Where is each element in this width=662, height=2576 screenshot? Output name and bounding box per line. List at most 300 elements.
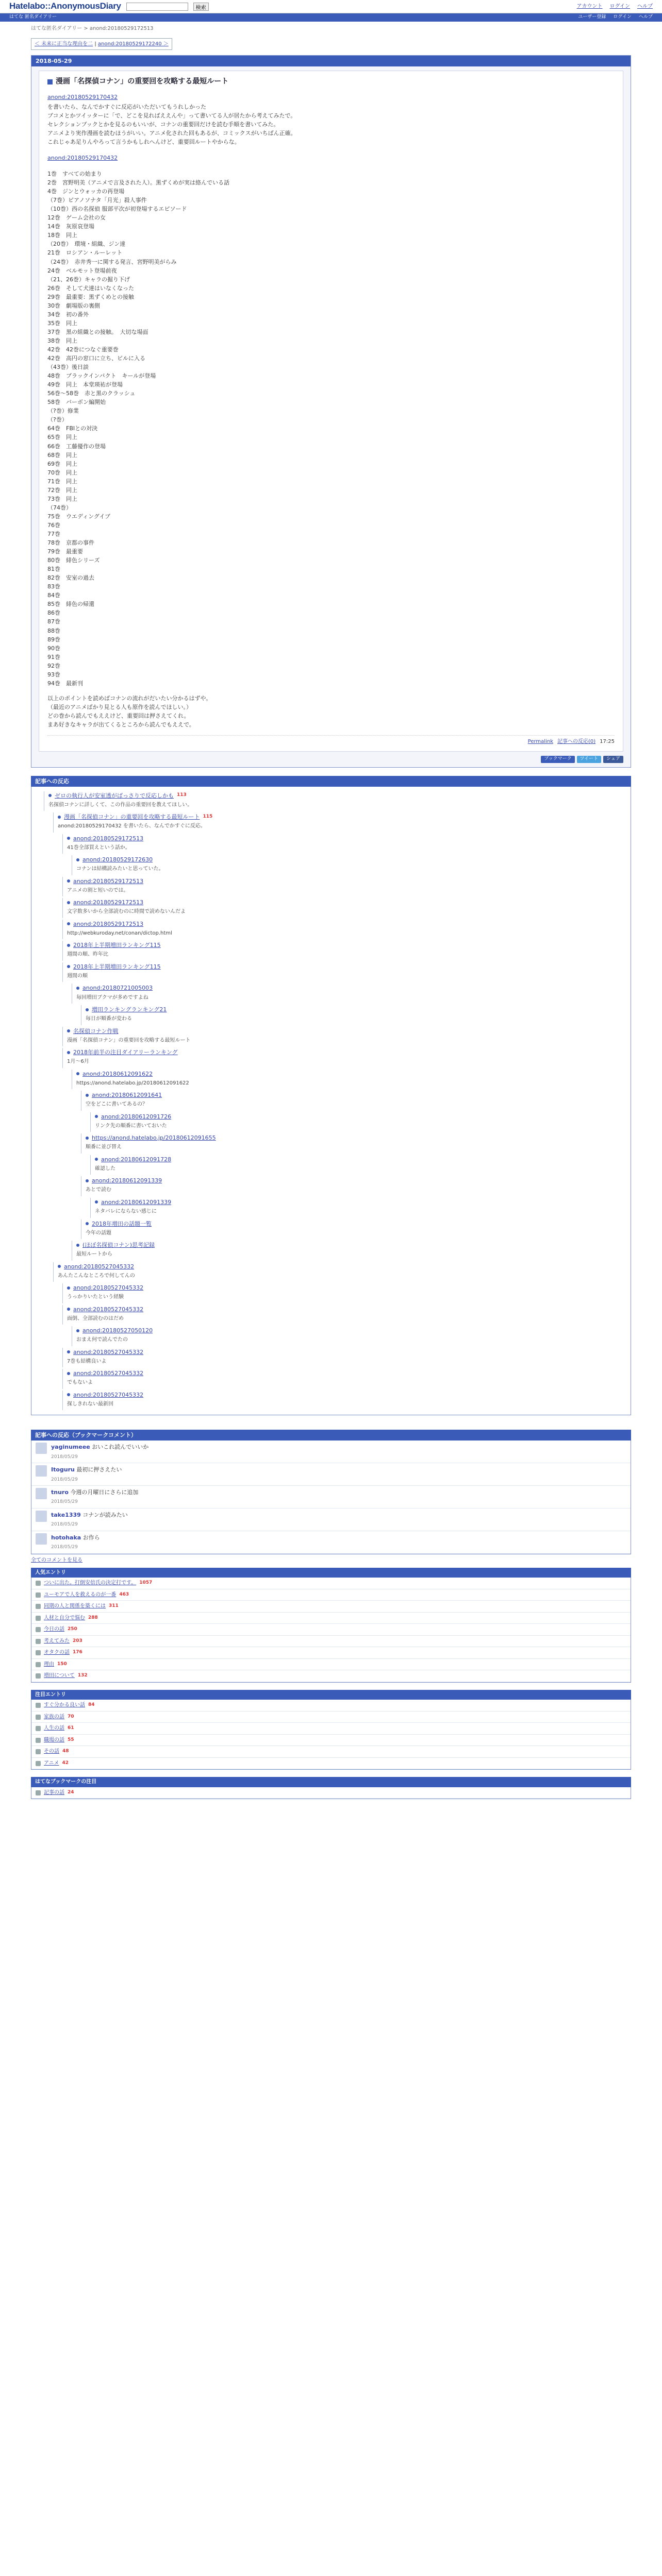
avatar[interactable] [36, 1488, 47, 1499]
reaction-node [90, 1155, 625, 1175]
reaction-text: アニメの割と短いのでは。 [67, 887, 129, 893]
reaction-link[interactable]: anond:20180527045332 [73, 1370, 144, 1377]
bullet-icon [67, 922, 70, 925]
article-title [47, 76, 615, 88]
list-item [31, 1787, 631, 1799]
reaction-node [62, 920, 625, 940]
bookmark-meta: 2018/05/29 [51, 1545, 78, 1550]
reaction-header [76, 984, 625, 992]
reaction-link[interactable]: 2018年上半期増田ランキング115 [73, 963, 161, 970]
link-login[interactable]: ログイン [609, 3, 630, 9]
bullet-icon [67, 901, 70, 904]
favicon-icon [36, 1604, 41, 1609]
reaction-text: 7巻も結構良いよ [67, 1358, 107, 1364]
bullet-icon [67, 1308, 70, 1311]
entry-link[interactable]: 考えてみた [44, 1638, 70, 1644]
entry-link[interactable]: 人材と自分で悩む [44, 1615, 85, 1621]
reaction-node [81, 1005, 625, 1025]
avatar[interactable] [36, 1533, 47, 1545]
volume-line: 84巻 [47, 592, 66, 599]
reaction-text: うっかりいたという経験 [67, 1294, 124, 1300]
reaction-link[interactable]: anond:20180527045332 [73, 1306, 144, 1313]
reaction-link[interactable]: anond:20180612091726 [101, 1113, 172, 1120]
reaction-text: あんたこんなところで何してんの [58, 1273, 135, 1279]
volume-line: 79巻 最重要 [47, 548, 83, 555]
ending-line: （最近のアニメばかり見とる人も原作を読んでほしい。） [47, 703, 192, 710]
reaction-link[interactable]: anond:20180529172513 [73, 835, 144, 842]
favicon-icon [36, 1639, 41, 1644]
reaction-node [72, 1241, 625, 1261]
bookmark-user[interactable]: yaginumeee [51, 1444, 90, 1451]
bookmark-count[interactable]: 48 [62, 1749, 69, 1754]
volume-line: 64巻 FBIとの対決 [47, 425, 98, 432]
volume-line: 73巻 同上 [47, 495, 77, 502]
reaction-node [53, 1262, 625, 1282]
bullet-icon [86, 1222, 89, 1225]
reaction-text: 週間の順 [67, 973, 88, 979]
reaction-link[interactable]: anond:20180529172513 [73, 899, 144, 906]
bullet-icon [67, 1029, 70, 1032]
bookmark-count[interactable]: 113 [177, 792, 187, 798]
volume-line: 78巻 京都の事件 [47, 539, 94, 547]
avatar[interactable] [36, 1465, 47, 1477]
volume-line: 58巻 バーボン編開始 [47, 399, 106, 406]
reaction-node [72, 1070, 625, 1090]
entry-link[interactable]: 増田について [44, 1673, 75, 1679]
bookmark-list [31, 1440, 631, 1554]
reaction-node [90, 1198, 625, 1218]
bookmark-row [31, 1440, 631, 1463]
reaction-link[interactable]: anond:20180527045332 [64, 1263, 135, 1270]
reaction-node [81, 1176, 625, 1196]
list-item [31, 1613, 631, 1624]
bookmarks-header: 記事への反応（ブックマークコメント） [31, 1430, 631, 1440]
entry-link[interactable]: 理由 [44, 1661, 54, 1667]
breadcrumb: はてな匿名ダイアリー > anond:20180529172513 [31, 26, 154, 31]
reactions-tree [31, 787, 631, 1416]
volume-line: 68巻 同上 [47, 451, 77, 459]
bookmark-user[interactable]: take1339 [51, 1512, 81, 1519]
bullet-icon [67, 1393, 70, 1396]
article-ending [47, 694, 615, 729]
top-bar [0, 0, 662, 13]
reaction-header [67, 1369, 625, 1378]
reaction-header [67, 1283, 625, 1292]
list-item [31, 1670, 631, 1682]
volume-line: 56巻〜58巻 赤と黒のクラッシュ [47, 390, 136, 397]
bookmark-count[interactable]: 132 [77, 1673, 88, 1679]
favicon-icon [36, 1790, 41, 1795]
reaction-text: あとで読む [86, 1187, 111, 1193]
recent-header: 注目エントリ [31, 1690, 631, 1700]
search-input[interactable] [126, 3, 188, 11]
reaction-header [67, 1391, 625, 1399]
reaction-node [62, 1283, 625, 1303]
link-help[interactable]: ヘルプ [637, 3, 653, 9]
reaction-node [62, 1305, 625, 1325]
volume-line: 49巻 同上 本堂瑛祐が登場 [47, 381, 123, 388]
reaction-node [72, 984, 625, 1004]
reaction-text: でもないよ [67, 1380, 93, 1386]
reaction-header [86, 1219, 625, 1228]
bookmark-user[interactable]: tnuro [51, 1489, 69, 1496]
reaction-text: おまえ何で読んでたの [76, 1337, 128, 1343]
recent-list [31, 1700, 631, 1770]
reaction-header [67, 834, 625, 843]
volume-line: 21巻 ロシアン・ルーレット [47, 249, 123, 257]
reaction-text: リンク先の順番に書いておいた [95, 1123, 167, 1129]
bookmark-count[interactable]: 250 [68, 1626, 77, 1632]
reaction-link[interactable]: anond:20180612091339 [101, 1198, 172, 1206]
favicon-icon [36, 1581, 41, 1586]
reaction-header [67, 1048, 625, 1057]
reaction-node [62, 941, 625, 961]
anchor-link[interactable]: anond:20180529170432 [47, 93, 118, 100]
reaction-link[interactable]: anond:20180527045332 [73, 1391, 144, 1398]
volume-line: （7巻）ピアノソナタ「月光」殺人事件 [47, 197, 147, 204]
reactions-header: 記事への反応 [31, 776, 631, 787]
reaction-link[interactable]: anond:20180529172513 [73, 877, 144, 885]
volume-line: 94巻 最新刊 [47, 680, 83, 687]
next-entry-link[interactable]: anond:20180529172240 ＞ [97, 41, 169, 47]
avatar[interactable] [36, 1443, 47, 1454]
bookmark-count[interactable]: 311 [109, 1603, 119, 1609]
popular-list [31, 1578, 631, 1683]
bookmark-count[interactable]: 176 [73, 1650, 82, 1655]
bullet-icon [48, 794, 52, 797]
reaction-text: 週間の順、昨年比 [67, 952, 108, 958]
volume-line: 70巻 同上 [47, 469, 77, 476]
list-item [31, 1700, 631, 1711]
reaction-link[interactable]: anond:20180721005003 [82, 985, 153, 992]
reaction-link[interactable]: anond:20180612091622 [82, 1070, 153, 1077]
hatena-list [31, 1787, 631, 1800]
volume-line: 14巻 灰原哀登場 [47, 223, 94, 230]
reaction-header [67, 1348, 625, 1357]
volume-line: 77巻 [47, 530, 66, 537]
volume-line: 34巻 初の番外 [47, 311, 89, 318]
bookmark-count[interactable]: 84 [88, 1702, 95, 1708]
bookmark-meta: 2018/05/29 [51, 1522, 78, 1528]
volume-line: 12巻 ゲーム会社の女 [47, 214, 106, 222]
volume-line: 18巻 同上 [47, 232, 77, 239]
bookmark-comment: 最初に押さえたい [76, 1466, 122, 1473]
bookmark-count[interactable]: 1057 [139, 1580, 153, 1586]
entry-link[interactable]: アニメ [44, 1760, 59, 1766]
favicon-icon [36, 1673, 41, 1679]
reaction-link[interactable]: 漫画「名探偵コナン」の重要回を攻略する最短ルート [64, 814, 200, 821]
share-button[interactable]: シェア [603, 756, 623, 763]
avatar[interactable] [36, 1511, 47, 1522]
reaction-link[interactable]: anond:20180529172513 [73, 920, 144, 927]
bookmark-count[interactable]: 203 [73, 1638, 82, 1643]
reaction-link[interactable]: 2018年上半期増田ランキング115 [73, 942, 161, 949]
reaction-node [53, 812, 625, 833]
volume-line: 89巻 [47, 636, 66, 643]
reaction-node [62, 834, 625, 854]
volume-line: 90巻 [47, 645, 66, 652]
ending-line: 以上のポイントを読めばコナンの流れがだいたい分かるはずや。 [47, 694, 212, 702]
list-item [31, 1735, 631, 1747]
reaction-link[interactable]: https://anond.hatelabo.jp/20180612091655 [92, 1134, 216, 1142]
reaction-node [81, 1091, 625, 1111]
bookmark-count[interactable]: 24 [68, 1789, 74, 1795]
list-item [31, 1624, 631, 1636]
reaction-header [76, 1070, 625, 1078]
bullet-icon [58, 1265, 61, 1268]
volume-line: 72巻 同上 [47, 486, 77, 494]
share-buttons [39, 756, 623, 763]
bullet-icon [86, 1137, 89, 1140]
volume-line: （24巻） 赤井秀一に関する発言、宮野明美がらみ [47, 258, 177, 265]
reaction-link[interactable]: anond:20180612091339 [92, 1177, 162, 1184]
volume-line: （21、26巻）キャラの掘り下げ [47, 276, 130, 283]
entry-link[interactable]: すぐ分かる良い話 [44, 1702, 85, 1708]
reaction-node [81, 1133, 625, 1154]
bookmark-count[interactable]: 115 [203, 814, 213, 819]
bullet-icon [86, 1179, 89, 1182]
reaction-text: 空をどこに書いてあるの？ [86, 1101, 147, 1108]
favicon-icon [36, 1616, 41, 1621]
square-icon [47, 79, 53, 84]
volume-line: 80巻 緋色シリーズ [47, 557, 100, 564]
reaction-node [72, 855, 625, 875]
bookmark-body [51, 1443, 148, 1461]
volume-line: （?巻）修業 [47, 408, 79, 415]
volume-line: 30巻 劇場版の裏側 [47, 302, 100, 309]
reaction-link[interactable]: anond:20180529172630 [82, 856, 153, 863]
subbar-login[interactable]: ログイン [613, 14, 632, 20]
reaction-text: 41巻全部買えという話か。 [67, 844, 130, 851]
list-item [31, 1711, 631, 1723]
reaction-text: anond:20180529170432 を書いたら、なんでかすぐに反応。 [58, 823, 206, 829]
reaction-header [67, 1027, 625, 1036]
bullet-icon [67, 965, 70, 968]
reaction-node [81, 1219, 625, 1240]
reaction-header [95, 1198, 625, 1207]
bookmark-comment: おいこれ読んでいいか [92, 1444, 149, 1451]
reaction-count[interactable]: 記事への反応(0) [557, 739, 596, 745]
reaction-node [62, 898, 625, 918]
bookmark-button[interactable]: ブックマーク [541, 756, 574, 763]
bookmark-body [51, 1488, 138, 1506]
reaction-link[interactable]: anond:20180527045332 [73, 1284, 144, 1292]
entry-link[interactable]: 同期の人と関係を築くには [44, 1603, 106, 1609]
volume-line: 37巻 黒の組織との接触。 大切な場面 [47, 328, 148, 335]
entry-nav: ＜ 未来に正当な理由を二 | anond:20180529172240 ＞ [31, 38, 172, 50]
bookmark-comment: お作ら [82, 1534, 100, 1541]
bullet-icon [67, 1051, 70, 1054]
volume-line: 83巻 [47, 583, 66, 590]
volume-line: 24巻 ベルモット登場前夜 [47, 267, 117, 274]
subbar-register[interactable]: ユーザー登録 [578, 14, 606, 20]
reaction-node [44, 791, 625, 811]
reaction-text: ネタバレにならない感じに [95, 1209, 157, 1214]
bookmark-count[interactable]: 55 [68, 1737, 74, 1742]
bookmark-row [31, 1509, 631, 1531]
bookmark-count[interactable]: 150 [57, 1661, 67, 1667]
bookmark-meta: 2018/05/29 [51, 1499, 78, 1505]
entry-link[interactable]: 人生の話 [44, 1725, 64, 1732]
reaction-link[interactable]: anond:20180527050120 [82, 1327, 153, 1334]
volume-line: 29巻 最重要：黒ずくめとの接触 [47, 293, 134, 300]
reaction-link[interactable]: (ほぼ名探偵コナン)思考記録 [82, 1242, 155, 1249]
hatena-header: はてなブックマークの注目 [31, 1777, 631, 1787]
bookmark-meta: 2018/05/29 [51, 1454, 78, 1460]
reaction-node [62, 1369, 625, 1389]
bullet-icon [76, 1244, 79, 1247]
ending-line: まあ好きなキャラが出てくるところから読んでもええで。 [47, 721, 195, 728]
list-item [31, 1578, 631, 1589]
reaction-text: https://anond.hatelabo.jp/20180612091622 [76, 1080, 189, 1086]
article-title-text[interactable]: 漫画「名探偵コナン」の重要回を攻略する最短ルート [56, 77, 229, 86]
favicon-icon [36, 1749, 41, 1754]
search-button[interactable]: 検索 [193, 3, 209, 11]
volume-line: 1巻 すべての始まり [47, 171, 102, 178]
entry-link[interactable]: 家族の話 [44, 1714, 64, 1720]
link-account[interactable]: アカウント [576, 3, 603, 9]
popular-header: 人気エントリ [31, 1568, 631, 1578]
lead-line: ブコメとかツイッターに「で、どこを見ればええんや」って書いてる人が居たから考えてみたで。 [47, 112, 296, 119]
list-item [31, 1746, 631, 1758]
reaction-text: 漫画「名探偵コナン」の重要回を攻略する最短ルート [67, 1037, 191, 1043]
permalink[interactable]: Permalink [527, 739, 553, 745]
volume-line: 65巻 同上 [47, 434, 77, 441]
reaction-link[interactable]: 名探偵コナン作戦 [73, 1027, 119, 1035]
reaction-header [67, 898, 625, 907]
reaction-text: 面倒、全部読むのはだめ [67, 1315, 124, 1321]
bullet-icon [95, 1158, 98, 1161]
reaction-header [48, 791, 625, 800]
reaction-text: 文字数多いから全部読むのに時間で読めないんだよ [67, 909, 186, 915]
reaction-header [67, 877, 625, 886]
more-comments-link[interactable]: 全てのコメントを見る [31, 1557, 82, 1564]
favicon-icon [36, 1592, 41, 1598]
bookmark-body [51, 1533, 100, 1551]
reaction-header [95, 1155, 625, 1164]
entry-link[interactable]: その話 [44, 1749, 59, 1755]
reaction-node [62, 877, 625, 897]
reaction-header [76, 1241, 625, 1249]
list-item [31, 1647, 631, 1659]
entry-date: 2018-05-29 [31, 56, 631, 66]
list-item [31, 1589, 631, 1601]
volume-line: （?巻） [47, 416, 68, 423]
bullet-icon [76, 987, 79, 990]
reaction-link[interactable]: ゼロの執行人が安室透がばっさりで反応しかも [55, 792, 174, 799]
reaction-link[interactable]: 2018年前半の注目ダイアリーランキング [73, 1049, 178, 1056]
bookmark-count[interactable]: 288 [88, 1615, 98, 1620]
volume-line: 66巻 工藤優作の登場 [47, 443, 106, 450]
bookmark-count[interactable]: 70 [68, 1714, 74, 1719]
favicon-icon [36, 1726, 41, 1731]
reaction-header [58, 812, 625, 821]
bookmark-count[interactable]: 61 [68, 1725, 74, 1731]
reaction-node [62, 962, 625, 982]
reaction-link[interactable]: 2018年増田の話題一覧 [92, 1220, 152, 1227]
reaction-link[interactable]: anond:20180527045332 [73, 1348, 144, 1355]
bookmark-user[interactable]: Itoguru [51, 1466, 75, 1473]
article [39, 71, 623, 751]
reaction-text: コナンは結構読みたいと思っていた。 [76, 866, 164, 872]
volume-line: （43巻）後日談 [47, 364, 89, 371]
reaction-link[interactable]: anond:20180612091728 [101, 1156, 172, 1163]
volume-line: 85巻 緋色の帰還 [47, 601, 94, 608]
lead-line: セレクションブックとかを見るのもいいが、コナンの重要回だけを読む手順を書いてみた。 [47, 121, 279, 128]
entry-link[interactable]: 今日の話 [44, 1626, 64, 1633]
reaction-node [62, 1027, 625, 1047]
bullet-icon [67, 944, 70, 947]
volume-line: 26巻 そして犬達はいなくなった [47, 284, 134, 292]
entry-link[interactable]: オタクの話 [44, 1650, 70, 1656]
reaction-header [67, 920, 625, 928]
bookmark-row [31, 1486, 631, 1509]
bookmark-count[interactable]: 463 [119, 1591, 129, 1597]
reaction-text: 1月〜6月 [67, 1059, 89, 1065]
reaction-text: 探しきれない最新回 [67, 1401, 113, 1407]
list-item [31, 1601, 631, 1613]
volume-line: 86巻 [47, 609, 66, 617]
reaction-text: 毎回増田ブクマが多めですよね [76, 994, 148, 1001]
reaction-text: 毎日が順番が変わる [86, 1016, 132, 1022]
entry-link[interactable]: 記事の話 [44, 1789, 64, 1795]
volume-list [47, 170, 615, 688]
subbar-help[interactable]: ヘルプ [638, 14, 653, 20]
volume-line: （74巻） [47, 504, 72, 511]
list-item [31, 1659, 631, 1671]
volume-line: 75巻 ウエディングイブ [47, 513, 111, 520]
volume-line: 48巻 ブラックインパクト キールが登場 [47, 372, 156, 380]
lead-line: アニメより実作漫画を読むほうがいい。アニメ化された回もあるが、コミックスがいちばん正確。 [47, 129, 296, 137]
volume-line: 42巻 高円の窓口に立ち、ビルに入る [47, 355, 145, 362]
bullet-icon [86, 1094, 89, 1097]
volume-line: 93巻 [47, 671, 66, 678]
volume-line: （10巻）西の名探偵 服部平次が初登場するエピソード [47, 206, 187, 213]
entry-panel [31, 55, 631, 768]
site-logo[interactable]: Hatelabo::AnonymousDiary [9, 1, 121, 11]
reaction-link[interactable]: 増田ランキングランキング21 [92, 1006, 167, 1013]
reaction-node [72, 1326, 625, 1346]
volume-line: 87巻 [47, 618, 66, 625]
reaction-header [58, 1262, 625, 1271]
volume-line: 91巻 [47, 653, 66, 660]
entry-link[interactable]: ユーモアで人を救えるのが一番 [44, 1591, 117, 1598]
reaction-text: 確認した [95, 1165, 115, 1172]
sub-bar [0, 13, 662, 22]
reaction-node [62, 1391, 625, 1411]
bookmark-user[interactable]: hotohaka [51, 1534, 81, 1541]
volume-line: （20巻） 環境・組織、ジン達 [47, 241, 126, 248]
tweet-button[interactable]: ツイート [577, 756, 602, 763]
reaction-header [67, 941, 625, 950]
reaction-link[interactable]: anond:20180612091641 [92, 1092, 162, 1099]
bookmark-count[interactable]: 42 [62, 1760, 69, 1766]
reaction-header [86, 1176, 625, 1185]
subbar-title[interactable]: はてな 匿名ダイアリー [9, 14, 57, 20]
bookmark-comment: 今週の月曜日にさらに追加 [70, 1489, 139, 1496]
prev-entry-link[interactable]: ＜ 未来に正当な理由を二 [35, 41, 93, 47]
volume-line: 92巻 [47, 662, 66, 669]
reaction-node [62, 1048, 625, 1068]
bullet-icon [67, 1372, 70, 1375]
bookmark-row [31, 1463, 631, 1486]
bullet-icon [76, 1329, 79, 1332]
reaction-text: 今年の話題 [86, 1230, 111, 1236]
volume-line: 38巻 同上 [47, 337, 77, 344]
entry-link[interactable]: ついに出た。打倒安倍氏の決定打です。 [44, 1580, 137, 1586]
anchor-link[interactable]: anond:20180529170432 [47, 155, 118, 162]
entry-link[interactable]: 職場の話 [44, 1737, 64, 1743]
